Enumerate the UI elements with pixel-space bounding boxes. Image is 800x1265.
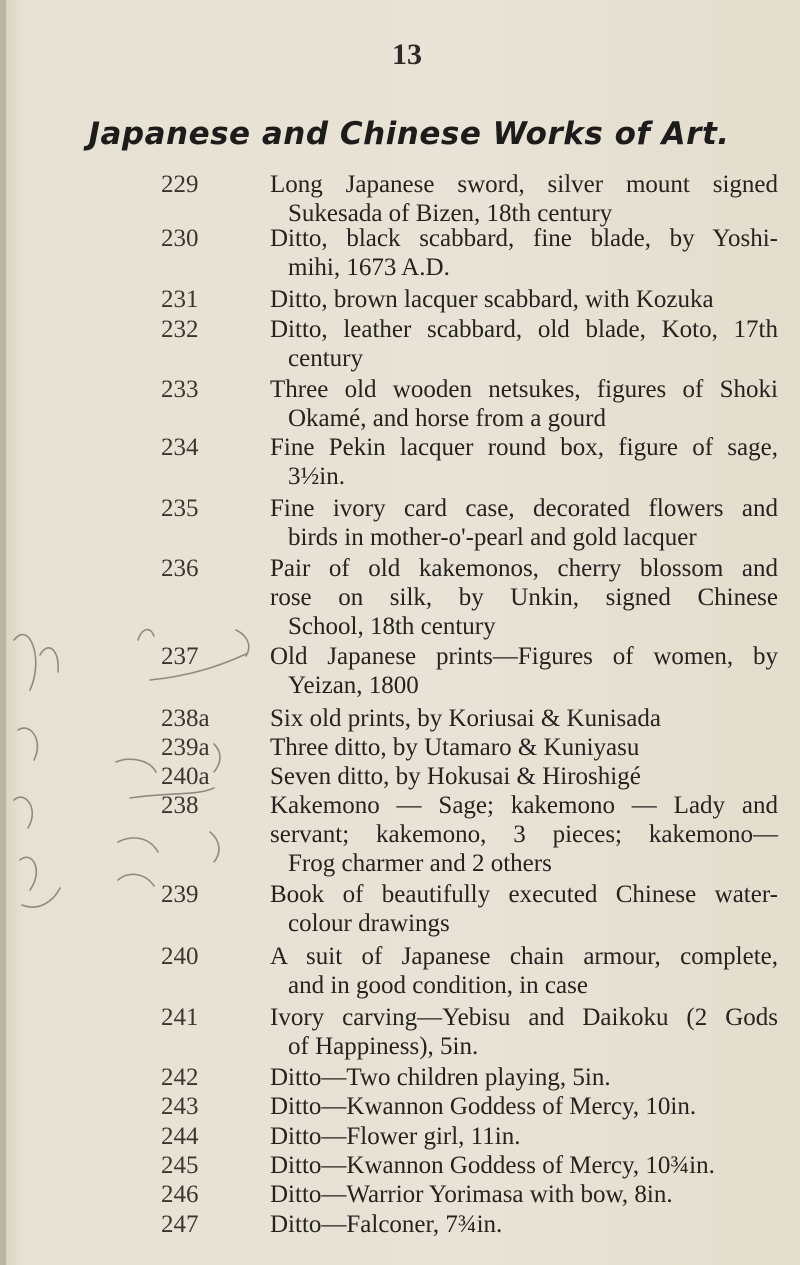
description-line: of Happiness), 5in.	[288, 1033, 479, 1060]
lot-description	[270, 1003, 778, 1061]
description-line: Three ditto, by Utamaro & Kuniyasu	[270, 734, 640, 761]
description-line: Ditto—Warrior Yorimasa with bow, 8in.	[270, 1181, 673, 1208]
description-line: Ditto—Two children playing, 5in.	[270, 1064, 611, 1091]
lot-number: 238	[161, 792, 199, 819]
lot-number: 237	[161, 643, 199, 670]
lot-description	[270, 494, 778, 552]
lot-description	[270, 1063, 778, 1092]
lot-description	[270, 554, 778, 641]
description-line: Ditto—Falconer, 7¾in.	[270, 1211, 503, 1238]
lot-description	[270, 791, 778, 878]
description-line: century	[288, 345, 363, 372]
lot-number: 244	[161, 1123, 199, 1150]
lot-description	[270, 315, 778, 373]
description-line: Frog charmer and 2 others	[288, 850, 552, 877]
lot-description	[270, 285, 778, 314]
description-line: Pair of old kakemonos, cherry blossom and	[270, 555, 778, 582]
lot-number: 233	[161, 376, 199, 403]
description-line: Yeizan, 1800	[288, 672, 419, 699]
page-left-edge	[0, 0, 6, 1265]
lot-description	[270, 704, 778, 733]
description-line: Kakemono — Sage; kakemono — Lady and	[270, 792, 778, 819]
lot-description	[270, 1210, 778, 1239]
description-line: and in good condition, in case	[288, 972, 588, 999]
description-line: Ditto, leather scabbard, old blade, Koto, 17th	[270, 316, 778, 343]
lot-description	[270, 1180, 778, 1209]
description-line: Fine Pekin lacquer round box, figure of sage,	[270, 434, 778, 461]
lot-description	[270, 375, 778, 433]
lot-description	[270, 942, 778, 1000]
description-line: rose on silk, by Unkin, signed Chinese	[270, 584, 778, 611]
lot-number: 230	[161, 225, 199, 252]
description-line: Okamé, and horse from a gourd	[288, 405, 606, 432]
lot-number: 246	[161, 1181, 199, 1208]
lot-number: 239	[161, 881, 199, 908]
description-line: mihi, 1673 A.D.	[288, 254, 450, 281]
lot-description	[270, 433, 778, 491]
lot-description	[270, 642, 778, 700]
lot-description	[270, 170, 778, 228]
lot-number: 241	[161, 1004, 199, 1031]
description-line: Old Japanese prints—Figures of women, by	[270, 643, 778, 670]
lot-description	[270, 762, 778, 791]
description-line: Three old wooden netsukes, figures of Shoki	[270, 376, 778, 403]
lot-number: 239a	[161, 734, 210, 761]
description-line: Sukesada of Bizen, 18th century	[288, 200, 613, 227]
description-line: School, 18th century	[288, 613, 496, 640]
lot-description	[270, 1122, 778, 1151]
lot-number: 243	[161, 1093, 199, 1120]
lot-number: 231	[161, 286, 199, 313]
lot-number: 232	[161, 316, 199, 343]
description-line: Six old prints, by Koriusai & Kunisada	[270, 705, 661, 732]
description-line: Ditto—Kwannon Goddess of Mercy, 10in.	[270, 1093, 697, 1120]
description-line: Seven ditto, by Hokusai & Hiroshigé	[270, 763, 641, 790]
description-line: Ditto, brown lacquer scabbard, with Kozuka	[270, 286, 714, 313]
description-line: Fine ivory card case, decorated flowers and	[270, 495, 778, 522]
lot-number: 242	[161, 1064, 199, 1091]
description-line: Ditto—Flower girl, 11in.	[270, 1123, 521, 1150]
lot-description	[270, 224, 778, 282]
description-line: Book of beautifully executed Chinese water-	[270, 881, 778, 908]
lot-number: 247	[161, 1211, 199, 1238]
lot-description	[270, 880, 778, 938]
lot-description	[270, 733, 778, 762]
lot-number: 235	[161, 495, 199, 522]
section-heading: Japanese and Chinese Works of Art.	[88, 116, 730, 152]
description-line: 3½in.	[288, 463, 345, 490]
description-line: Ivory carving—Yebisu and Daikoku (2 Gods	[270, 1004, 778, 1031]
description-line: A suit of Japanese chain armour, complete,	[270, 943, 778, 970]
description-line: servant; kakemono, 3 pieces; kakemono—	[270, 821, 778, 848]
lot-description	[270, 1092, 778, 1121]
lot-number: 238a	[161, 705, 210, 732]
lot-number: 234	[161, 434, 199, 461]
description-line: Long Japanese sword, silver mount signed	[270, 171, 778, 198]
description-line: Ditto—Kwannon Goddess of Mercy, 10¾in.	[270, 1152, 715, 1179]
lot-number: 240	[161, 943, 199, 970]
lot-description	[270, 1151, 778, 1180]
lot-number: 240a	[161, 763, 210, 790]
lot-number: 236	[161, 555, 199, 582]
lot-number: 229	[161, 171, 199, 198]
description-line: Ditto, black scabbard, fine blade, by Yoshi-	[270, 225, 778, 252]
description-line: birds in mother-o'-pearl and gold lacquer	[288, 524, 697, 551]
lot-number: 245	[161, 1152, 199, 1179]
description-line: colour drawings	[288, 910, 450, 937]
page-number: 13	[392, 38, 422, 71]
